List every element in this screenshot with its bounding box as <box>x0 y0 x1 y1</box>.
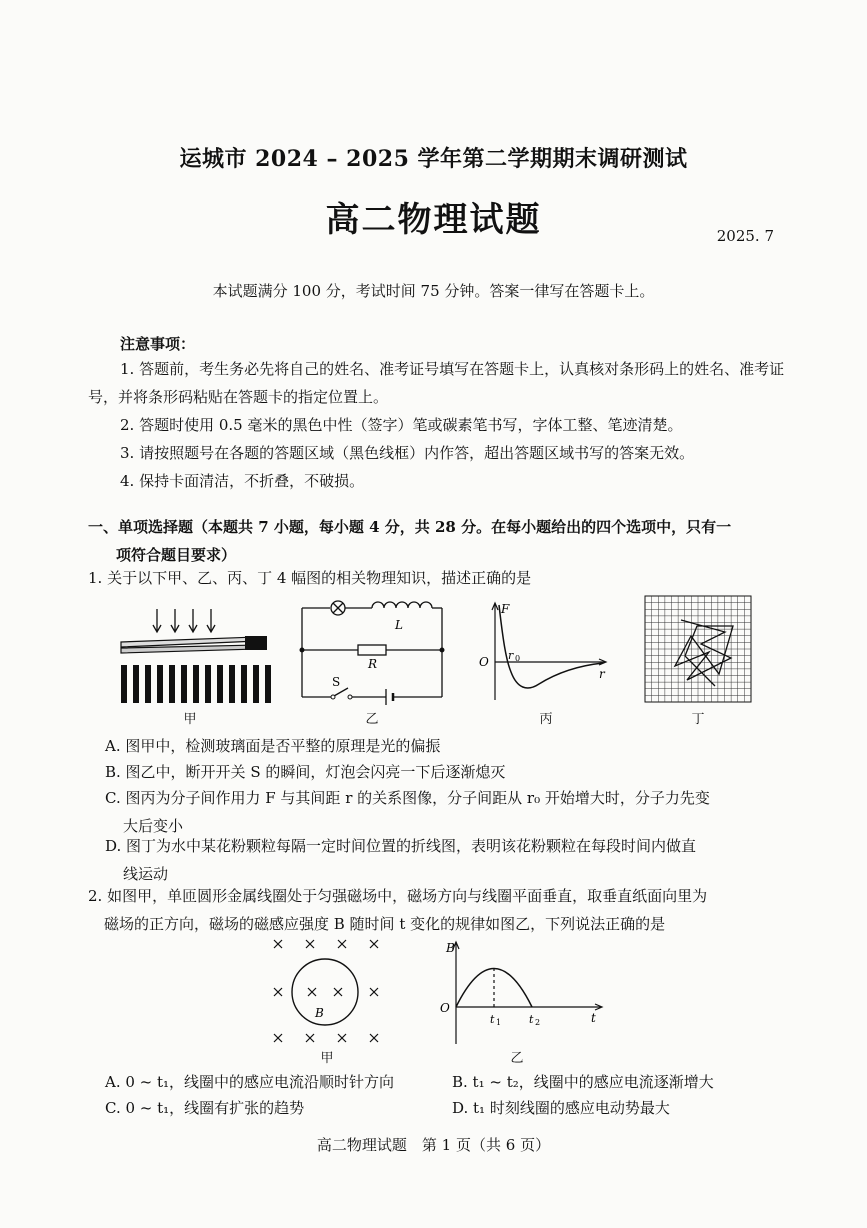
label-F: F <box>501 602 510 616</box>
label-r: r <box>599 667 605 681</box>
label-t-axis: t <box>591 1011 596 1025</box>
notice-list <box>88 355 788 495</box>
q1-option-a: A. 图甲中，检测玻璃面是否平整的原理是光的偏振 <box>105 737 441 755</box>
exam-date: 2025. 7 <box>716 227 774 245</box>
figure-jia <box>115 605 275 705</box>
label-inductor: L <box>395 618 403 632</box>
caption-bing: 丙 <box>539 712 553 727</box>
section-line: 项符合题目要求） <box>116 546 237 564</box>
caption-jia: 甲 <box>320 1051 334 1066</box>
notice-heading: 注意事项： <box>120 335 196 353</box>
q2-option-d: D. t₁ 时刻线圈的感应电动势最大 <box>452 1099 670 1117</box>
exam-intro: 本试题满分 100 分，考试时间 75 分钟。答案一律写在答题卡上。 <box>212 282 655 300</box>
notice-item: 1. 答题前，考生务必先将自己的姓名、准考证号填写在答题卡上，认真核对条形码上的姓名、准考证号，并将条形码粘贴在答题卡的指定位置上。 <box>88 360 785 406</box>
figure-yi-circuit <box>300 600 445 705</box>
label-switch: S <box>332 675 341 689</box>
section-heading <box>88 513 788 569</box>
question-1-stem: 1. 关于以下甲、乙、丙、丁 4 幅图的相关物理知识，描述正确的是 <box>88 569 532 587</box>
label-r0-sub: 0 <box>515 654 521 663</box>
label-origin: O <box>440 1001 450 1015</box>
stem-line: 磁场的正方向，磁场的磁感应强度 B 随时间 t 变化的规律如图乙，下列说法正确的是 <box>104 915 666 933</box>
q2-option-c: C. 0 ~ t₁，线圈有扩张的趋势 <box>105 1099 305 1117</box>
label-B-axis: B <box>446 941 455 955</box>
notice-item: 3. 请按照题号在各题的答题区域（黑色线框）内作答，超出答题区域书写的答案无效。 <box>120 444 695 462</box>
subject-title: 高二物理试题 <box>325 200 542 240</box>
figure-coil <box>268 938 384 1046</box>
label-origin: O <box>479 655 489 669</box>
caption-yi: 乙 <box>510 1051 524 1066</box>
exam-title: 运城市 2024 – 2025 学年第二学期期末调研测试 <box>179 146 688 172</box>
section-line: 一、单项选择题（本题共 7 小题，每小题 4 分，共 28 分。在每小题给出的四个选项中，只有一 <box>88 518 732 536</box>
q1-option-b: B. 图乙中，断开开关 S 的瞬间，灯泡会闪亮一下后逐渐熄灭 <box>105 763 506 781</box>
q1-option-d <box>105 832 795 888</box>
caption-ding: 丁 <box>691 712 705 727</box>
figure-bing-graph <box>475 600 615 705</box>
caption-jia: 甲 <box>183 712 197 727</box>
q2-option-b: B. t₁ ~ t₂，线圈中的感应电流逐渐增大 <box>452 1073 714 1091</box>
figure-bt-graph <box>436 938 606 1048</box>
question-2-stem <box>88 882 788 938</box>
option-line: 大后变小 <box>123 817 184 835</box>
label-B-field: B <box>315 1006 324 1020</box>
label-r0: r <box>508 649 514 662</box>
option-line: 线运动 <box>123 865 169 883</box>
label-t2-sub: 2 <box>535 1018 541 1027</box>
figure-ding-grid <box>645 596 751 702</box>
notice-item: 2. 答题时使用 0.5 毫米的黑色中性（签字）笔或碳素笔书写，字体工整、笔迹清楚。 <box>120 416 683 434</box>
option-line: C. 图丙为分子间作用力 F 与其间距 r 的关系图像，分子间距从 r₀ 开始增大时，分子力先变 <box>105 789 710 807</box>
caption-yi: 乙 <box>365 712 379 727</box>
label-resistor: R <box>368 657 378 671</box>
label-t1-sub: 1 <box>496 1018 502 1027</box>
option-line: D. 图丁为水中某花粉颗粒每隔一定时间位置的折线图，表明该花粉颗粒在每段时间内做直 <box>105 837 697 855</box>
page-footer: 高二物理试题 第 1 页（共 6 页） <box>316 1136 551 1154</box>
label-t1: t <box>490 1013 495 1026</box>
notice-item: 4. 保持卡面清洁，不折叠，不破损。 <box>120 472 365 490</box>
q2-option-a: A. 0 ~ t₁，线圈中的感应电流沿顺时针方向 <box>105 1073 395 1091</box>
stem-line: 2. 如图甲，单匝圆形金属线圈处于匀强磁场中，磁场方向与线圈平面垂直，取垂直纸面向里为 <box>88 887 708 905</box>
label-t2: t <box>529 1013 534 1026</box>
